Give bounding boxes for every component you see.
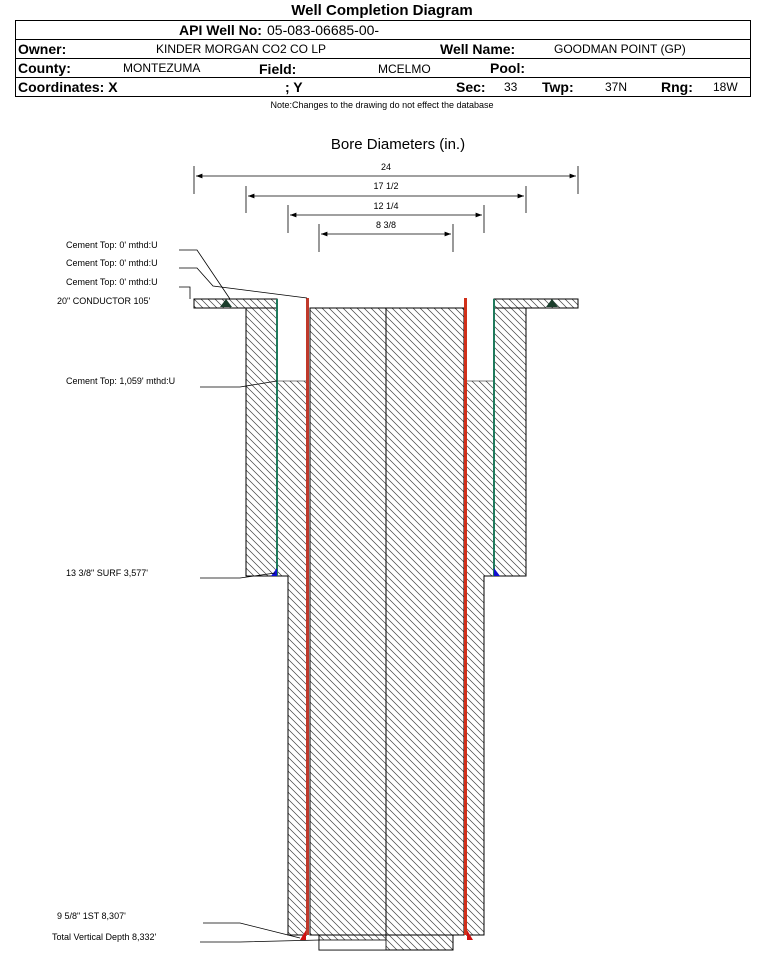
cement-top-label-1: Cement Top: 0' mthd:U — [66, 240, 158, 250]
conductor-label: 20" CONDUCTOR 105' — [57, 296, 151, 306]
surface-annulus-right — [494, 308, 526, 576]
wellname-value: GOODMAN POINT (GP) — [554, 42, 686, 56]
database-note: Note:Changes to the drawing do not effect the database — [270, 100, 494, 110]
rng-value: 18W — [713, 80, 738, 94]
tvd-label: Total Vertical Depth 8,332' — [52, 932, 157, 942]
cement-annulus-left — [277, 381, 307, 576]
dim-label-12-1-4: 12 1/4 — [373, 201, 399, 211]
api-value: 05-083-06685-00- — [267, 22, 380, 38]
production-annulus-left — [288, 576, 307, 935]
cement-annulus-right — [466, 381, 494, 576]
conductor-pad-right — [494, 299, 578, 308]
cement-top-label-2: Cement Top: 0' mthd:U — [66, 258, 158, 268]
surface-annulus-left — [246, 308, 277, 576]
sec-value: 33 — [504, 80, 518, 94]
cement-top-label-4: Cement Top: 1,059' mthd:U — [66, 376, 176, 386]
sec-label: Sec: — [456, 79, 486, 95]
wellname-label: Well Name: — [440, 41, 516, 57]
coords-label: Coordinates: X — [18, 79, 118, 95]
dim-label-8-3-8: 8 3/8 — [375, 220, 397, 230]
coords-y-label: ; Y — [285, 79, 303, 95]
county-value: MONTEZUMA — [123, 61, 201, 75]
api-label: API Well No: — [179, 22, 262, 38]
dimension-8-3-8 — [319, 220, 453, 252]
owner-label: Owner: — [18, 41, 67, 57]
first-casing-label: 9 5/8" 1ST 8,307' — [57, 911, 126, 921]
twp-label: Twp: — [542, 79, 574, 95]
pool-label: Pool: — [490, 60, 525, 76]
production-casing-left — [306, 298, 309, 935]
conductor-pad-left — [194, 299, 277, 308]
dim-label-17-1-2: 17 1/2 — [373, 181, 399, 191]
field-value: MCELMO — [378, 62, 431, 76]
field-label: Field: — [259, 61, 297, 77]
twp-value: 37N — [605, 80, 628, 94]
diagram-title: Well Completion Diagram — [291, 2, 473, 19]
owner-value: KINDER MORGAN CO2 CO LP — [156, 42, 327, 56]
production-annulus-right — [466, 576, 484, 935]
production-casing-right — [464, 298, 467, 935]
cement-top-label-3: Cement Top: 0' mthd:U — [66, 277, 158, 287]
county-label: County: — [18, 60, 71, 76]
surf-casing-label: 13 3/8" SURF 3,577' — [66, 568, 148, 578]
rng-label: Rng: — [661, 79, 693, 95]
casing-interior — [310, 308, 464, 935]
bore-diameters-heading: Bore Diameters (in.) — [330, 136, 466, 153]
dim-label-24: 24 — [380, 162, 392, 172]
